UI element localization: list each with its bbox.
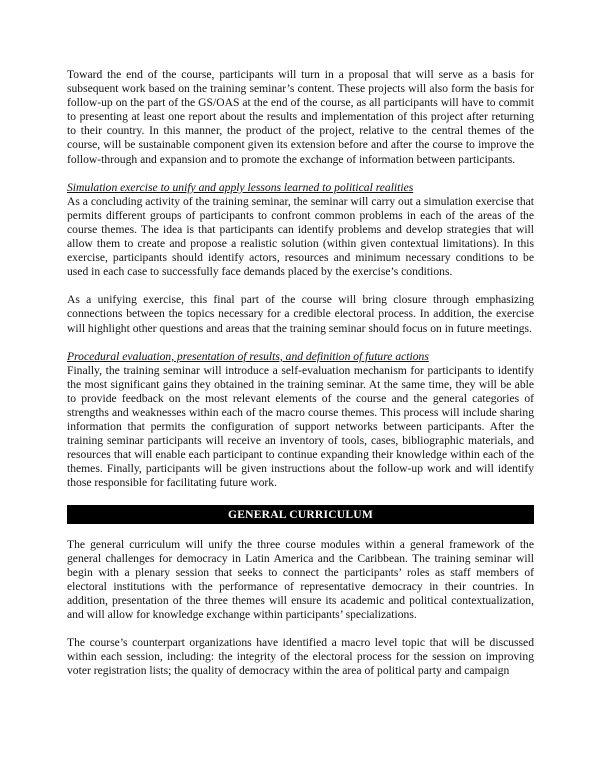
document-page — [67, 68, 534, 678]
curriculum-paragraph-2: The course’s counterpart organizations have identified a macro level topic that will be discussed within each session, including: the integrity of the electoral process for the session on improving voter registration lists; the quality of democracy within the area of political party and campaign — [67, 636, 534, 678]
simulation-heading: Simulation exercise to unify and apply lessons learned to political realities — [67, 180, 414, 194]
curriculum-paragraph-1: The general curriculum will unify the three course modules within a general framework of the general challenges for democracy in Latin America and the Caribbean. The training seminar will begin with a plenary session that seeks to connect the participants’ roles as staff members of electoral institutions with the performance of representative democracy in their countries. In addition, presentation of the three themes will ensure its academic and political contextualization, and will allow for knowledge exchange within participants’ specializations. — [67, 537, 534, 621]
simulation-paragraph: As a concluding activity of the training seminar, the seminar will carry out a simulation exercise that permits different groups of participants to confront common problems in each of the areas of the course themes. The idea is that participants can identify problems and develop strategies that will allow them to create and propose a realistic solution (within given contextual limitations). In this exercise, participants should identify actors, resources and minimum necessary conditions to be used in each case to successfully face demands placed by the exercise’s conditions. — [67, 194, 534, 279]
procedural-heading: Procedural evaluation, presentation of results, and definition of future actions — [67, 349, 429, 363]
general-curriculum-banner: GENERAL CURRICULUM — [67, 505, 534, 524]
procedural-paragraph: Finally, the training seminar will introduce a self-evaluation mechanism for participants to identify the most significant gains they obtained in the training seminar. At the same time, they will be able to provide feedback on the most relevant elements of the course and the general categories of strengths and weaknesses within each of the macro course themes. This process will include sharing information that permits the configuration of support networks between participants. After the training seminar participants will receive an inventory of tools, cases, bibliographic materials, and resources that will enable each participant to continue expanding their knowledge within each of the themes. Finally, participants will be given instructions about the follow-up work and will identify those responsible for facilitating future work. — [67, 363, 534, 490]
intro-paragraph: Toward the end of the course, participants will turn in a proposal that will serve as a basis for subsequent work based on the training seminar’s content. These projects will also form the basis for follow-up on the part of the GS/OAS at the end of the course, as all participants will have to commit to presenting at least one report about the results and implementation of this project after returning to their country. In this manner, the product of the project, relative to the central themes of the course, will be sustainable component given its extension before and after the course to improve the follow-through and expansion and to promote the exchange of information between participants. — [67, 68, 534, 166]
unifying-paragraph: As a unifying exercise, this final part of the course will bring closure through emphasizing connections between the topics necessary for a credible electoral process. In addition, the exercise will highlight other questions and areas that the training seminar should focus on in future meetings. — [67, 293, 534, 335]
